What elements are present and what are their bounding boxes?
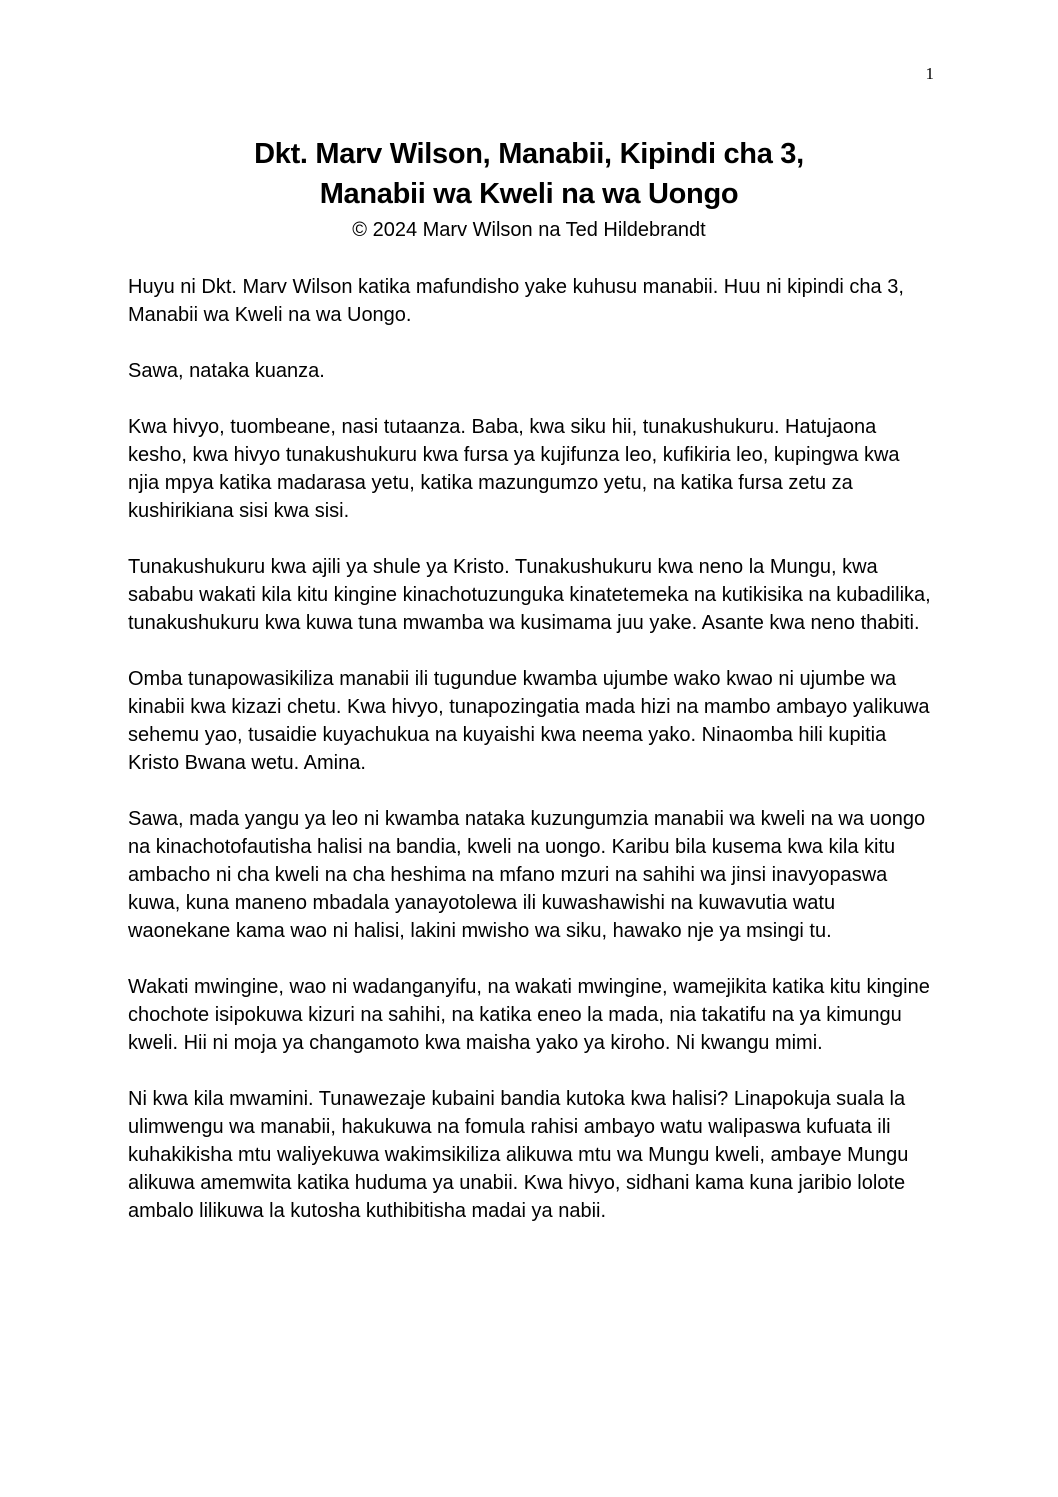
title-block — [128, 134, 930, 244]
paragraph: Kwa hivyo, tuombeane, nasi tutaanza. Baba, kwa siku hii, tunakushukuru. Hatujaona kesho, kwa hivyo tunakushukuru kwa fursa ya kujifunza leo, kufikiria leo, kupingwa kwa njia mpya katika madarasa yetu, katika mazungumzo yetu, na katika fursa zetu za kushirikiana sisi kwa sisi. — [128, 416, 900, 522]
page-number: 1 — [925, 64, 934, 83]
paragraph: Huyu ni Dkt. Marv Wilson katika mafundisho yake kuhusu manabii. Huu ni kipindi cha 3, Manabii wa Kweli na wa Uongo. — [128, 276, 904, 326]
document-title-line-2: Manabii wa Kweli na wa Uongo — [319, 178, 739, 210]
paragraph: Ni kwa kila mwamini. Tunawezaje kubaini bandia kutoka kwa halisi? Linapokuja suala la ulimwengu wa manabii, hakukuwa na fomula rahisi ambayo watu walipaswa kufuata ili kuhakikisha mtu waliyekuwa wakimsikiliza alikuwa mtu wa Mungu kweli, ambaye Mungu alikuwa amemwita katika huduma ya unabii. Kwa hivyo, sidhani kama kuna jaribio lolote ambalo lilikuwa la kutosha kuthibitisha madai ya nabii. — [128, 1088, 909, 1222]
paragraph: Omba tunapowasikiliza manabii ili tugundue kwamba ujumbe wako kwao ni ujumbe wa kinabii kwa kizazi chetu. Kwa hivyo, tunapozingatia mada hizi na mambo ambayo yalikuwa sehemu yao, tusaidie kuyachukua na kuyaishi kwa neema yako. Ninaomba hili kupitia Kristo Bwana wetu. Amina. — [128, 668, 930, 774]
document-body — [128, 273, 934, 1253]
paragraph: Sawa, nataka kuanza. — [128, 360, 325, 382]
paragraph: Wakati mwingine, wao ni wadanganyifu, na wakati mwingine, wamejikita katika kitu kingine chochote isipokuwa kizuri na sahihi, na katika eneo la mada, nia takatifu na ya kimungu kweli. Hii ni moja ya changamoto kwa maisha yako ya kiroho. Ni kwangu mimi. — [128, 976, 930, 1054]
copyright-line: © 2024 Marv Wilson na Ted Hildebrandt — [352, 219, 706, 241]
paragraph: Sawa, mada yangu ya leo ni kwamba nataka kuzungumzia manabii wa kweli na wa uongo na kinachotofautisha halisi na bandia, kweli na uongo. Karibu bila kusema kwa kila kitu ambacho ni cha kweli na cha heshima na mfano mzuri na sahihi wa jinsi inavyopaswa kuwa, kuna maneno mbadala yanayotolewa ili kuwashawishi na kuwavutia watu waonekane kama wao ni halisi, lakini mwisho wa siku, hawako nje ya msingi tu. — [128, 808, 926, 942]
paragraph: Tunakushukuru kwa ajili ya shule ya Kristo. Tunakushukuru kwa neno la Mungu, kwa sababu wakati kila kitu kingine kinachotuzunguka kinatetemeka na kutikisika na kubadilika, tunakushukuru kwa kuwa tuna mwamba wa kusimama juu yake. Asante kwa neno thabiti. — [128, 556, 931, 634]
document-title-line-1: Dkt. Marv Wilson, Manabii, Kipindi cha 3, — [254, 138, 804, 170]
